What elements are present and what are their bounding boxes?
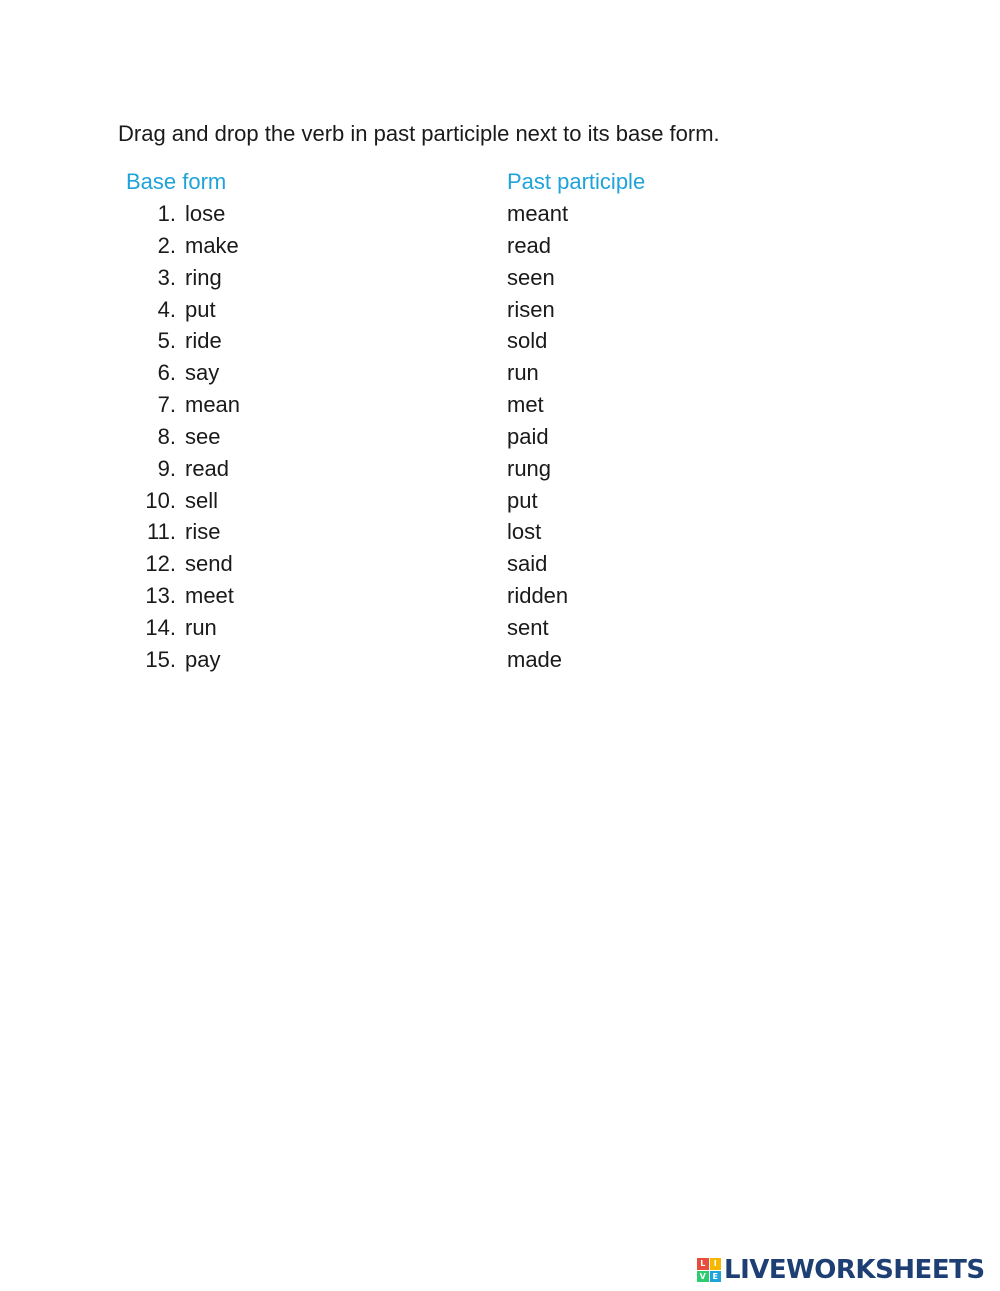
instruction-text: Drag and drop the verb in past participle next to its base form.: [118, 121, 720, 146]
draggable-past-participle[interactable]: met: [507, 392, 544, 418]
item-number: 2.: [157, 232, 176, 258]
base-form-word: send: [185, 551, 233, 577]
base-form-item: [130, 389, 390, 421]
item-number: 1.: [157, 201, 176, 226]
item-number: 6.: [157, 360, 176, 386]
base-form-item: [130, 294, 390, 326]
draggable-past-participle[interactable]: seen: [507, 264, 555, 290]
liveworksheets-logo-icon: L I V E: [697, 1258, 721, 1282]
draggable-past-participle[interactable]: run: [507, 360, 539, 386]
item-number: 8.: [157, 423, 176, 449]
base-form-word: ride: [185, 328, 222, 354]
base-form-word: pay: [185, 646, 221, 672]
logo-wordmark: LIVEWORKSHEETS: [724, 1255, 985, 1285]
item-number: 4.: [157, 296, 176, 322]
base-form-item: [130, 198, 390, 230]
base-form-item: [130, 644, 390, 676]
base-form-word: ring: [185, 264, 222, 290]
draggable-past-participle[interactable]: risen: [507, 296, 555, 322]
base-form-header: Base form: [126, 169, 227, 194]
item-number: 10.: [145, 487, 176, 513]
base-form-list: [130, 198, 390, 676]
base-form-item: [130, 357, 390, 389]
draggable-past-participle[interactable]: rung: [507, 455, 552, 481]
item-number: 13.: [145, 583, 176, 609]
liveworksheets-logo: [697, 1255, 985, 1285]
base-form-item: [130, 325, 390, 357]
base-form-word: read: [185, 455, 230, 481]
draggable-past-participle[interactable]: paid: [507, 423, 549, 449]
base-form-item: [130, 516, 390, 548]
base-form-item: [130, 485, 390, 517]
base-form-item: [130, 548, 390, 580]
draggable-past-participle[interactable]: sold: [507, 328, 548, 354]
base-form-word: sell: [185, 487, 219, 513]
base-form-word: rise: [185, 519, 221, 545]
past-participle-list: [507, 198, 767, 676]
base-form-word: lose: [185, 201, 226, 226]
base-form-word: mean: [185, 392, 241, 418]
draggable-past-participle[interactable]: said: [507, 551, 548, 577]
draggable-past-participle[interactable]: meant: [507, 201, 569, 226]
base-form-item: [130, 580, 390, 612]
base-form-word: meet: [185, 583, 234, 609]
base-form-item: [130, 230, 390, 262]
base-form-word: put: [185, 296, 216, 322]
draggable-past-participle[interactable]: ridden: [507, 583, 569, 609]
draggable-past-participle[interactable]: put: [507, 487, 538, 513]
draggable-past-participle[interactable]: read: [507, 232, 552, 258]
item-number: 7.: [157, 392, 176, 418]
draggable-past-participle[interactable]: sent: [507, 614, 549, 640]
base-form-word: see: [185, 423, 221, 449]
item-number: 9.: [157, 455, 176, 481]
base-form-item: [130, 612, 390, 644]
item-number: 15.: [145, 646, 176, 672]
item-number: 12.: [145, 551, 176, 577]
base-form-word: say: [185, 360, 220, 386]
item-number: 11.: [147, 519, 176, 545]
base-form-item: [130, 421, 390, 453]
base-form-item: [130, 453, 390, 485]
base-form-item: [130, 262, 390, 294]
item-number: 5.: [157, 328, 176, 354]
draggable-past-participle[interactable]: lost: [507, 519, 542, 545]
item-number: 3.: [157, 264, 176, 290]
draggable-past-participle[interactable]: made: [507, 646, 563, 672]
past-participle-header: Past participle: [507, 169, 646, 194]
base-form-word: run: [185, 614, 217, 640]
base-form-word: make: [185, 232, 239, 258]
item-number: 14.: [145, 614, 176, 640]
